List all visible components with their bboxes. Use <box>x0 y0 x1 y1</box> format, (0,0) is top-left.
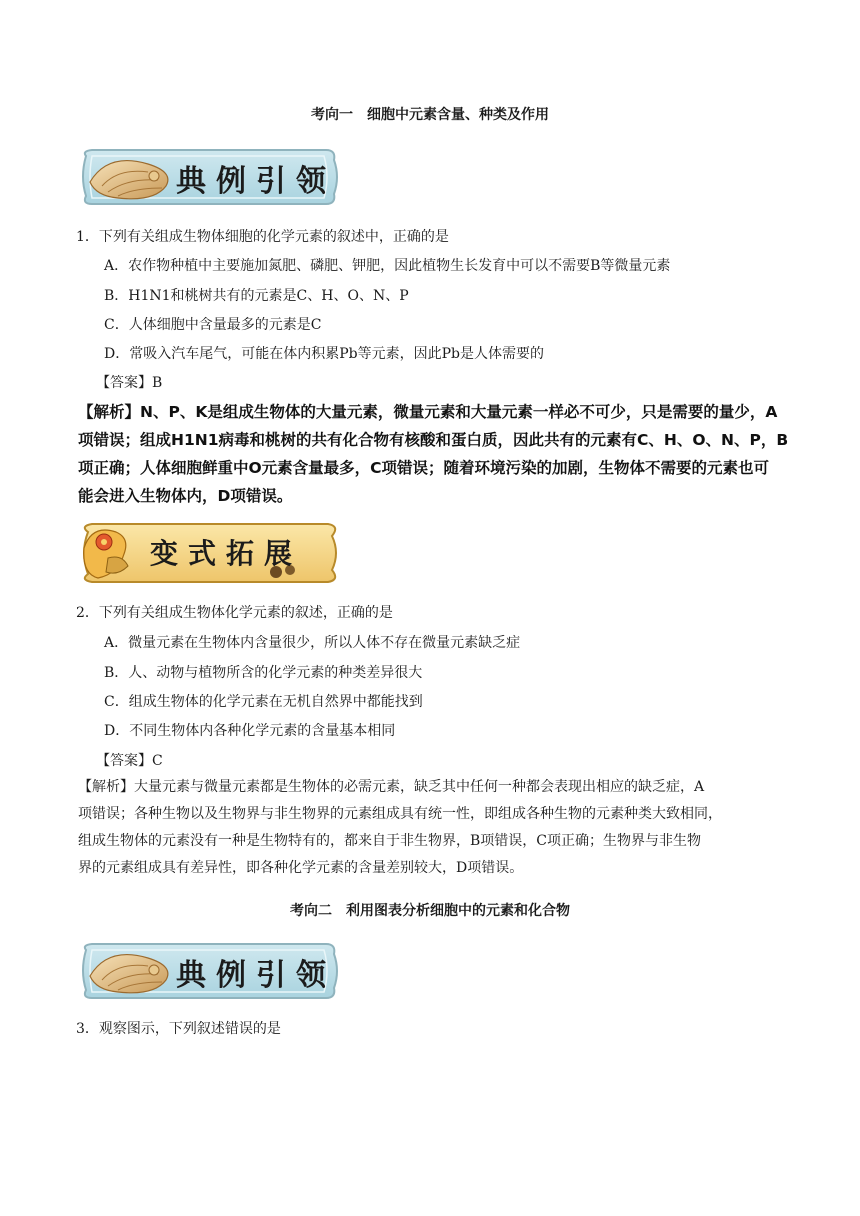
question-2-option-a: A．微量元素在生物体内含量很少，所以人体不存在微量元素缺乏症 <box>104 635 521 651</box>
question-1-option-a: A．农作物种植中主要施加氮肥、磷肥、钾肥，因此植物生长发育中可以不需要B等微量元素 <box>104 258 671 274</box>
question-1-answer: 【答案】B <box>96 375 163 391</box>
section-heading-2: 考向二 利用图表分析细胞中的元素和化合物 <box>290 903 570 919</box>
explanation-line: 项错误；各种生物以及生物界与非生物界的元素组成具有统一性，即组成各种生物的元素种类大致相同， <box>78 806 722 822</box>
question-2-stem: 2．下列有关组成生物体化学元素的叙述，正确的是 <box>76 605 393 621</box>
banner-title: 变式拓展 <box>150 537 303 570</box>
question-2-option-b: B．人、动物与植物所含的化学元素的种类差异很大 <box>104 665 423 681</box>
explanation-line: 项错误；组成H1N1病毒和桃树的共有化合物有核酸和蛋白质，因此共有的元素有C、H、O、N、P，B <box>78 431 789 449</box>
section-heading-1: 考向一 细胞中元素含量、种类及作用 <box>311 107 549 123</box>
question-3-stem: 3．观察图示，下列叙述错误的是 <box>76 1021 281 1037</box>
explanation-line: 【解析】大量元素与微量元素都是生物体的必需元素，缺乏其中任何一种都会表现出相应的缺乏症，A <box>78 779 705 795</box>
example-banner-2 <box>78 940 340 1002</box>
banner-title: 典例引领 <box>176 958 336 993</box>
question-1-option-d: D．常吸入汽车尾气，可能在体内积累Pb等元素，因此Pb是人体需要的 <box>104 346 544 362</box>
example-banner-1 <box>78 146 340 208</box>
explanation-line: 组成生物体的元素没有一种是生物特有的，都来自于非生物界，B项错误，C项正确；生物界与非生物 <box>78 833 701 849</box>
question-2-answer: 【答案】C <box>96 753 163 769</box>
explanation-line: 界的元素组成具有差异性，即各种化学元素的含量差别较大，D项错误。 <box>78 860 524 876</box>
question-1-option-b: B．H1N1和桃树共有的元素是C、H、O、N、P <box>104 288 409 304</box>
question-2-option-d: D．不同生物体内各种化学元素的含量基本相同 <box>104 723 396 739</box>
question-1-explanation <box>78 398 793 510</box>
question-1-stem: 1．下列有关组成生物体细胞的化学元素的叙述中，正确的是 <box>76 229 449 245</box>
question-2-explanation <box>78 774 793 882</box>
explanation-line: 项正确；人体细胞鲜重中O元素含量最多，C项错误；随着环境污染的加剧，生物体不需要的元素也可 <box>78 459 770 477</box>
variation-banner <box>78 518 340 588</box>
question-1-option-c: C．人体细胞中含量最多的元素是C <box>104 317 322 333</box>
explanation-line: 【解析】N、P、K是组成生物体的大量元素，微量元素和大量元素一样必不可少，只是需要的量少，A <box>78 403 778 421</box>
question-2-option-c: C．组成生物体的化学元素在无机自然界中都能找到 <box>104 694 423 710</box>
banner-title: 典例引领 <box>176 164 336 199</box>
explanation-line: 能会进入生物体内，D项错误。 <box>78 487 293 505</box>
